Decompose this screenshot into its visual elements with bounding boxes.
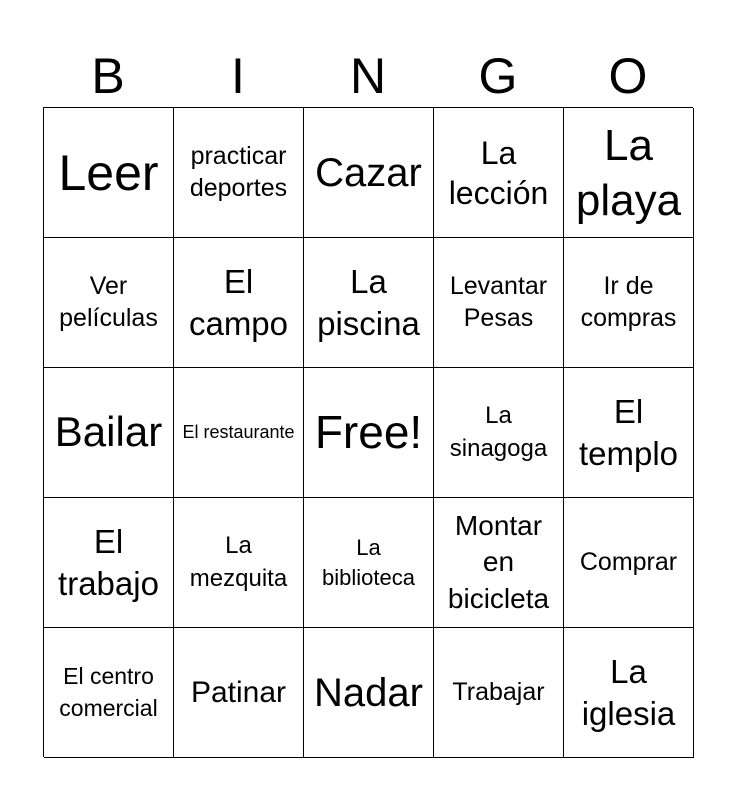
- bingo-cell-text: Montar en bicicleta: [447, 509, 550, 614]
- bingo-cell-text: La biblioteca: [322, 534, 415, 590]
- bingo-cell-text: Ir de compras: [580, 272, 677, 332]
- bingo-cell[interactable]: [434, 238, 564, 368]
- bingo-cell[interactable]: [434, 498, 564, 628]
- bingo-board: [43, 107, 693, 757]
- bingo-cell-text: La mezquita: [189, 532, 288, 592]
- bingo-cell[interactable]: [304, 238, 434, 368]
- bingo-cell-text: El templo: [578, 393, 679, 472]
- bingo-cell-text: La piscina: [317, 263, 420, 342]
- bingo-cell-text: El campo: [188, 263, 289, 342]
- bingo-cell[interactable]: [304, 108, 434, 238]
- header-letter-i: I: [231, 48, 245, 104]
- bingo-cell[interactable]: [564, 108, 694, 238]
- bingo-cell[interactable]: [44, 238, 174, 368]
- bingo-cell-text: El centro comercial: [59, 663, 158, 721]
- bingo-cell-text: practicar deportes: [189, 142, 288, 202]
- bingo-cell[interactable]: [564, 368, 694, 498]
- bingo-cell-text: La lección: [448, 134, 549, 211]
- bingo-cell-text: Leer: [58, 144, 159, 201]
- bingo-cell[interactable]: [174, 108, 304, 238]
- bingo-cell-text: El restaurante: [182, 421, 295, 442]
- bingo-cell[interactable]: [174, 368, 304, 498]
- bingo-cell-text: Free!: [314, 405, 423, 458]
- bingo-cell-text: La playa: [575, 120, 682, 225]
- bingo-cell[interactable]: [44, 628, 174, 758]
- bingo-cell[interactable]: [174, 238, 304, 368]
- bingo-cell-text: Patinar: [190, 675, 287, 709]
- bingo-cell[interactable]: [434, 108, 564, 238]
- bingo-cell[interactable]: [434, 628, 564, 758]
- header-letter-g: G: [478, 48, 518, 104]
- header-letter-b: B: [91, 48, 125, 104]
- bingo-cell-text: Levantar Pesas: [449, 272, 548, 332]
- bingo-cell[interactable]: [304, 498, 434, 628]
- bingo-cell[interactable]: [304, 368, 434, 498]
- bingo-cell-text: La sinagoga: [449, 402, 548, 462]
- bingo-cell-text: Nadar: [314, 670, 423, 715]
- header-letter-o: O: [608, 48, 648, 104]
- bingo-cell[interactable]: [44, 108, 174, 238]
- bingo-cell[interactable]: [304, 628, 434, 758]
- bingo-cell[interactable]: [564, 498, 694, 628]
- bingo-cell[interactable]: [174, 628, 304, 758]
- bingo-cell[interactable]: [44, 498, 174, 628]
- bingo-cell[interactable]: [434, 368, 564, 498]
- bingo-cell[interactable]: [44, 368, 174, 498]
- bingo-cell-text: El trabajo: [58, 523, 159, 602]
- bingo-header: [43, 46, 693, 106]
- bingo-cell[interactable]: [174, 498, 304, 628]
- bingo-cell-text: Ver películas: [59, 272, 158, 332]
- bingo-cell-text: La iglesia: [581, 653, 676, 732]
- bingo-cell[interactable]: [564, 238, 694, 368]
- bingo-cell-text: Comprar: [579, 547, 678, 576]
- header-letter-n: N: [349, 48, 387, 104]
- bingo-cell-text: Trabajar: [452, 677, 545, 706]
- bingo-cell-text: Cazar: [315, 150, 422, 195]
- bingo-cell[interactable]: [564, 628, 694, 758]
- bingo-cell-text: Bailar: [54, 408, 163, 456]
